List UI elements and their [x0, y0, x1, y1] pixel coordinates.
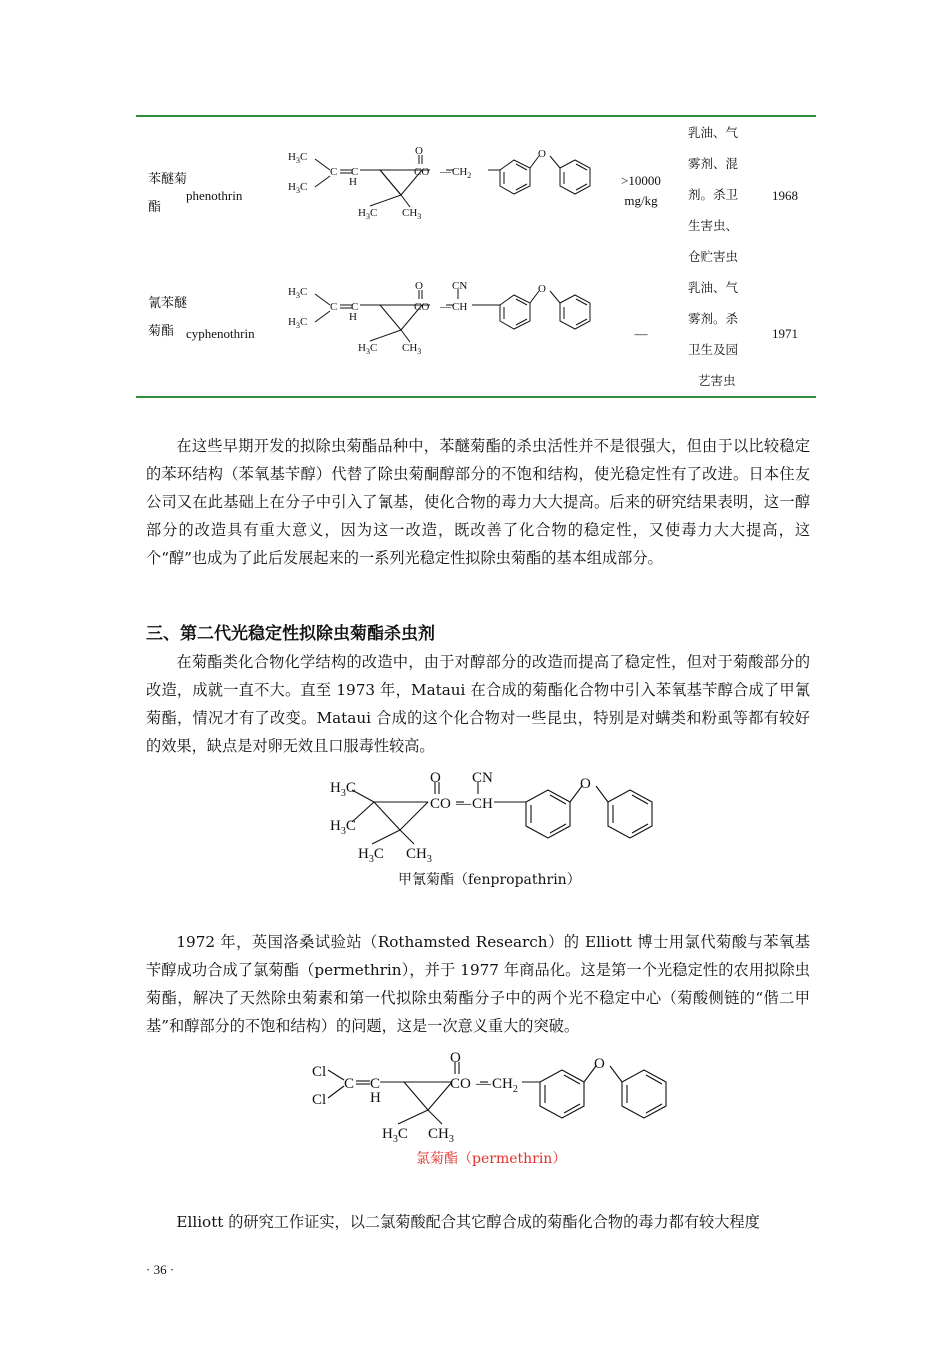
row2-english-name: cyphenothrin [186, 326, 255, 341]
svg-text:CH: CH [472, 796, 493, 812]
svg-text:—: — [440, 301, 451, 313]
svg-text:C: C [330, 166, 338, 178]
row2-use-line: 卫生及园 [688, 342, 739, 357]
svg-text:O: O [580, 776, 591, 792]
row2-toxicity-value: — [634, 326, 648, 341]
row2-uses [688, 272, 750, 396]
svg-text:O: O [538, 148, 546, 160]
svg-text:O: O [415, 280, 423, 292]
row1-chinese-name: 苯醚菊酯 [148, 172, 188, 215]
fenpropathrin-caption: 甲氰菊酯（fenpropathrin） [398, 872, 581, 888]
row2-chinese-name: 氰苯醚菊酯 [148, 296, 188, 339]
svg-text:C: C [344, 1076, 355, 1092]
svg-text:CO: CO [414, 301, 430, 313]
paragraph-alcohol-modification [146, 432, 810, 572]
paragraph-text: 在这些早期开发的拟除虫菊酯品种中，苯醚菊酯的杀虫活性并不是很强大，但由于以比较稳定的苯环结构（苯氧基苄醇）代替了除虫菊酮醇部分的不饱和结构，使光稳定性有了改进。日本住友公司又在此基础上在分子中引入了氰基，使化合物的毒力大大提高。后来的研究结果表明，这一醇部分的改造具有重大意义，因为这一改造，既改善了化合物的稳定性，又使毒力大大提高，这个“醇”也成为了此后发展起来的一系列光稳定性拟除虫菊酯的基本组成部分。 [146, 437, 810, 567]
row1-toxicity-value: >10000 [621, 173, 661, 188]
row2-use-line: 艺害虫 [698, 373, 736, 388]
paragraph-text: 在菊酯类化合物化学结构的改造中，由于对醇部分的改造而提高了稳定性，但对于菊酸部分的改造，成就一直不大。直至 1973 年，Mataui 在合成的菊酯化合物中引入苯氧基苄醇合成了甲氰菊酯，情况才有了改变。Mataui 合成的这个化合物对一些昆虫，特别是对螨类和粉虱等都有较好的效果，缺点是对卵无效且口服毒性较高。 [146, 653, 810, 755]
svg-text:CH3: $CH_3$ [402, 342, 422, 356]
svg-text:H: H [349, 176, 357, 188]
row1-uses [688, 117, 750, 272]
svg-text:H3C: $H_3C$ [358, 207, 378, 221]
svg-text:C: C [351, 166, 359, 178]
permethrin-caption: 氯菊酯（permethrin） [416, 1151, 567, 1167]
svg-text:H3C: $H_3C$ [330, 780, 356, 799]
paragraph-fenpropathrin [146, 648, 810, 760]
svg-text:H: H [370, 1090, 381, 1106]
row1-toxicity [606, 171, 676, 211]
svg-text:—: — [440, 166, 451, 178]
svg-text:CO: CO [414, 166, 430, 178]
row2-use-line: 雾剂。杀 [688, 311, 739, 326]
fenpropathrin-structure [326, 768, 666, 868]
svg-text:H3C: $H_3C$ [358, 342, 378, 356]
row1-use-line: 仓贮害虫 [688, 249, 739, 264]
svg-text:H3C: $H_3C$ [358, 846, 384, 865]
svg-text:CO: CO [450, 1076, 471, 1092]
svg-text:O: O [538, 283, 546, 295]
svg-text:—: — [476, 1076, 491, 1092]
svg-text:O: O [594, 1056, 605, 1072]
svg-text:Cl: Cl [312, 1064, 327, 1080]
row1-use-line: 雾剂、混 [688, 156, 739, 171]
row1-year: 1968 [772, 188, 798, 203]
svg-text:CH2: $CH_2$ [452, 166, 472, 180]
svg-text:CH3: $CH_3$ [402, 207, 422, 221]
svg-text:C: C [330, 301, 338, 313]
svg-text:CN: CN [452, 280, 468, 292]
row2-toxicity [606, 324, 676, 344]
svg-text:H: H [349, 311, 357, 323]
phenothrin-structure [282, 140, 602, 230]
row2-year: 1971 [772, 326, 798, 341]
paragraph-text: 1972 年，英国洛桑试验站（Rothamsted Research）的 Elliott 博士用氯代菊酸与苯氧基苄醇成功合成了氯菊酯（permethrin），并于 1977 年商品化。这是第一个光稳定性的农用拟除虫菊酯，解决了天然除虫菊素和第一代拟除虫菊酯分子中的两个光不稳定中心（菊酸侧链的“偕二甲基”和醇部分的不饱和结构）的问题，这是一次意义重大的突破。 [146, 933, 810, 1035]
svg-text:—: — [456, 796, 471, 812]
row1-toxicity-unit: mg/kg [624, 193, 658, 208]
svg-text:CH3: $CH_3$ [406, 846, 432, 865]
svg-text:CH2: $CH_2$ [492, 1076, 518, 1095]
svg-text:H3C: $H_3C$ [382, 1126, 408, 1145]
svg-text:C: C [351, 301, 359, 313]
svg-text:O: O [430, 770, 441, 786]
row1-use-line: 剂。杀卫 [688, 187, 739, 202]
paragraph-elliott [146, 1208, 810, 1236]
svg-text:H3C: $H_3C$ [288, 316, 308, 330]
svg-text:CH: CH [452, 301, 468, 313]
svg-text:O: O [415, 145, 423, 157]
svg-text:CN: CN [472, 770, 493, 786]
svg-text:Cl: Cl [312, 1092, 327, 1108]
svg-text:C: C [370, 1076, 381, 1092]
svg-text:H3C: $H_3C$ [288, 286, 308, 300]
svg-text:CH3: $CH_3$ [428, 1126, 454, 1145]
row1-use-line: 乳油、气 [688, 125, 739, 140]
svg-text:CO: CO [430, 796, 451, 812]
paragraph-text: Elliott 的研究工作证实，以二氯菊酸配合其它醇合成的菊酯化合物的毒力都有较大程度 [176, 1213, 760, 1231]
cyphenothrin-structure [282, 275, 602, 365]
svg-text:H3C: $H_3C$ [288, 181, 308, 195]
svg-text:H3C: $H_3C$ [288, 151, 308, 165]
permethrin-structure [308, 1048, 678, 1148]
svg-text:O: O [450, 1050, 461, 1066]
table-bottom-rule [136, 396, 816, 398]
paragraph-permethrin [146, 928, 810, 1040]
row1-english-name: phenothrin [186, 188, 243, 203]
row2-use-line: 乳油、气 [688, 280, 739, 295]
svg-text:H3C: $H_3C$ [330, 818, 356, 837]
row1-use-line: 生害虫、 [688, 218, 739, 233]
section-heading: 三、第二代光稳定性拟除虫菊酯杀虫剂 [146, 624, 435, 644]
page-number: · 36 · [146, 1262, 175, 1277]
